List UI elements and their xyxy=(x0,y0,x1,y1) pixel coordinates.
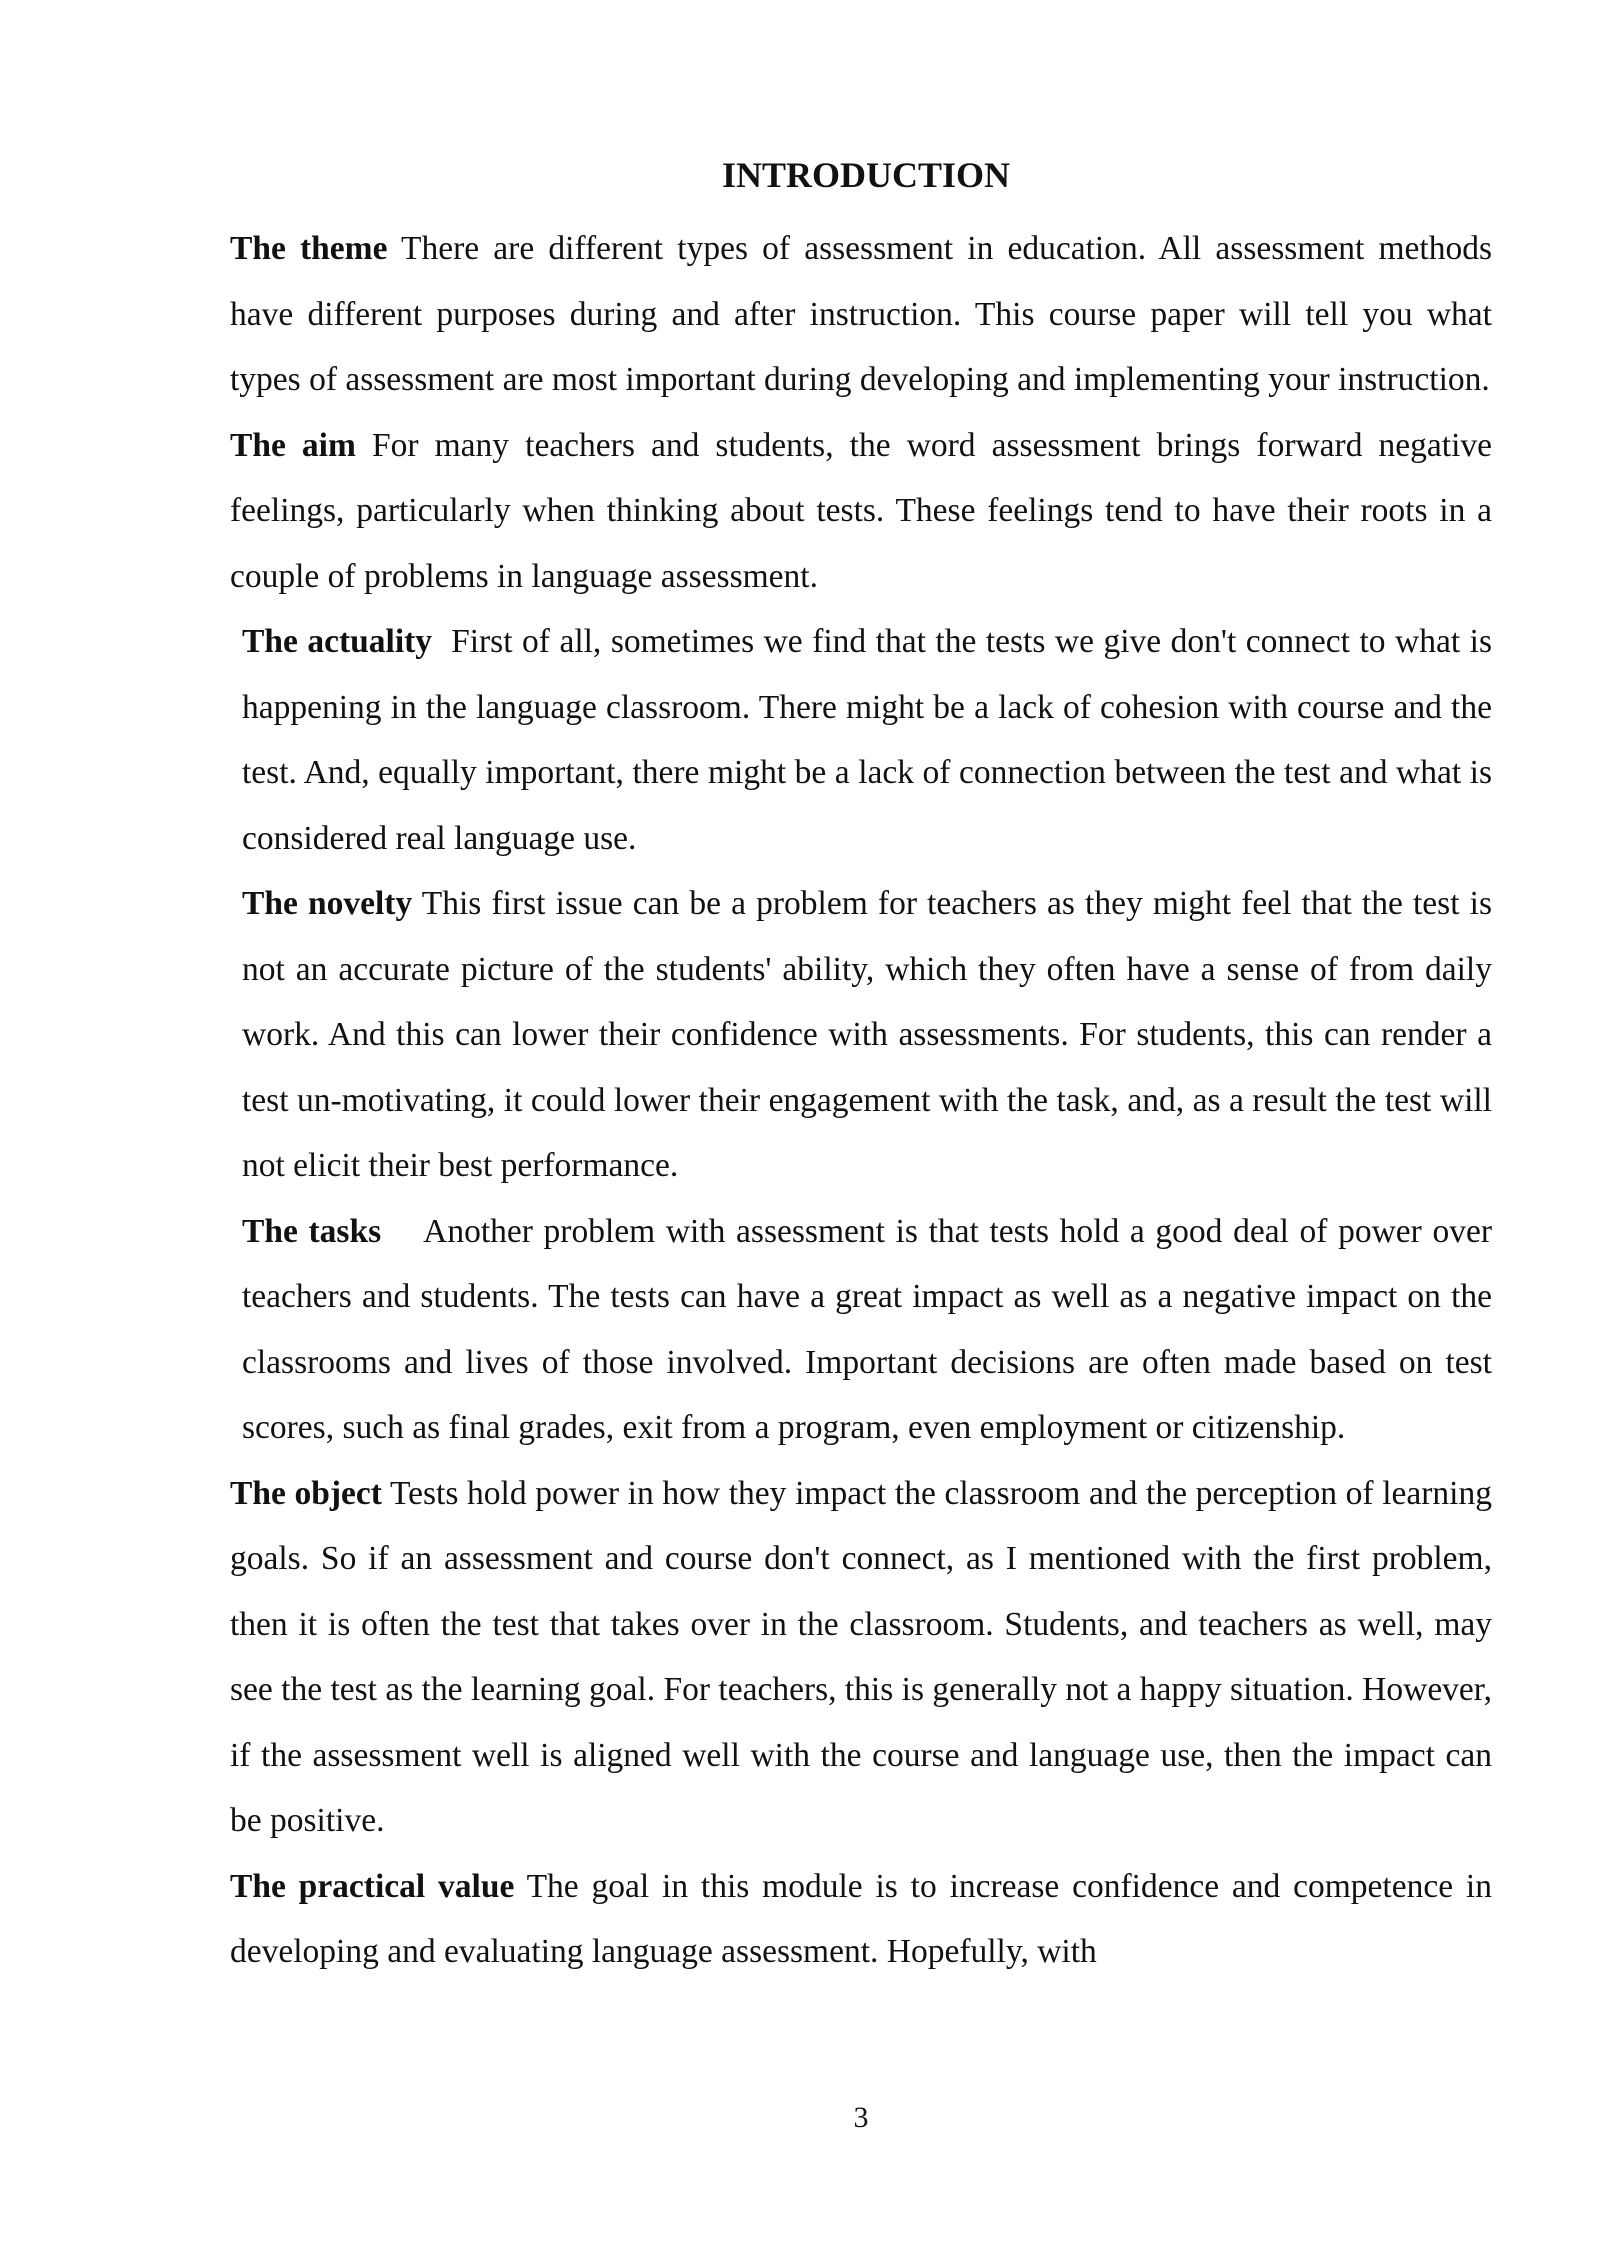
section-lead: The practical value xyxy=(230,1867,515,1905)
section-text: The goal in this module is to increase confidence and competence in developing and evaluating language assessment. Hopefully, with xyxy=(230,1867,1492,1970)
section-novelty xyxy=(230,871,1492,1199)
section-object xyxy=(230,1461,1492,1854)
section-theme xyxy=(230,216,1492,413)
section-lead: The object xyxy=(230,1474,382,1512)
section-lead: The tasks xyxy=(242,1212,382,1250)
section-lead: The actuality xyxy=(242,623,433,660)
section-text: First of all, sometimes we find that the tests we give don't connect to what is happening in the language classroom. There might be a lack of cohesion with course and the test. And, equally important, there might be a lack of connection between the test and what is considered real language use. xyxy=(242,623,1492,857)
section-lead: The theme xyxy=(230,230,388,267)
section-lead: The novelty xyxy=(242,885,413,922)
section-aim xyxy=(230,413,1492,610)
section-text: Tests hold power in how they impact the classroom and the perception of learning goals. So if an assessment and course don't connect, as I mentioned with the first problem, then it is often the test that takes over in the classroom. Students, and teachers as well, may see the test as the learning goal. For teachers, this is generally not a happy situation. However, if the assessment well is aligned well with the course and language use, then the impact can be positive. xyxy=(230,1474,1492,1839)
section-text: For many teachers and students, the word assessment brings forward negative feelings, particularly when thinking about tests. These feelings tend to have their roots in a couple of problems in language assessment. xyxy=(230,426,1493,595)
section-text: Another problem with assessment is that tests hold a good deal of power over teachers and students. The tests can have a great impact as well as a negative impact on the classrooms and lives of those involved. Important decisions are often made based on test scores, such as final grades, exit from a program, even employment or citizenship. xyxy=(242,1212,1492,1446)
section-text: This first issue can be a problem for teachers as they might feel that the test is not an accurate picture of the students' ability, which they often have a sense of from daily work. And this can lower their confidence with assessments. For students, this can render a test un-motivating, it could lower their engagement with the task, and, as a result the test will not elicit their best performance. xyxy=(242,885,1493,1184)
section-tasks xyxy=(230,1199,1492,1461)
section-actuality xyxy=(230,609,1492,871)
section-practical-value xyxy=(230,1854,1492,1985)
section-text: There are different types of assessment in education. All assessment methods have different purposes during and after instruction. This course paper will tell you what types of assessment are most important during developing and implementing your instruction. xyxy=(230,230,1492,398)
document-page xyxy=(230,150,1492,1985)
section-lead: The aim xyxy=(230,426,356,464)
page-number: 3 xyxy=(853,2101,869,2134)
page-heading: INTRODUCTION xyxy=(721,155,1011,195)
